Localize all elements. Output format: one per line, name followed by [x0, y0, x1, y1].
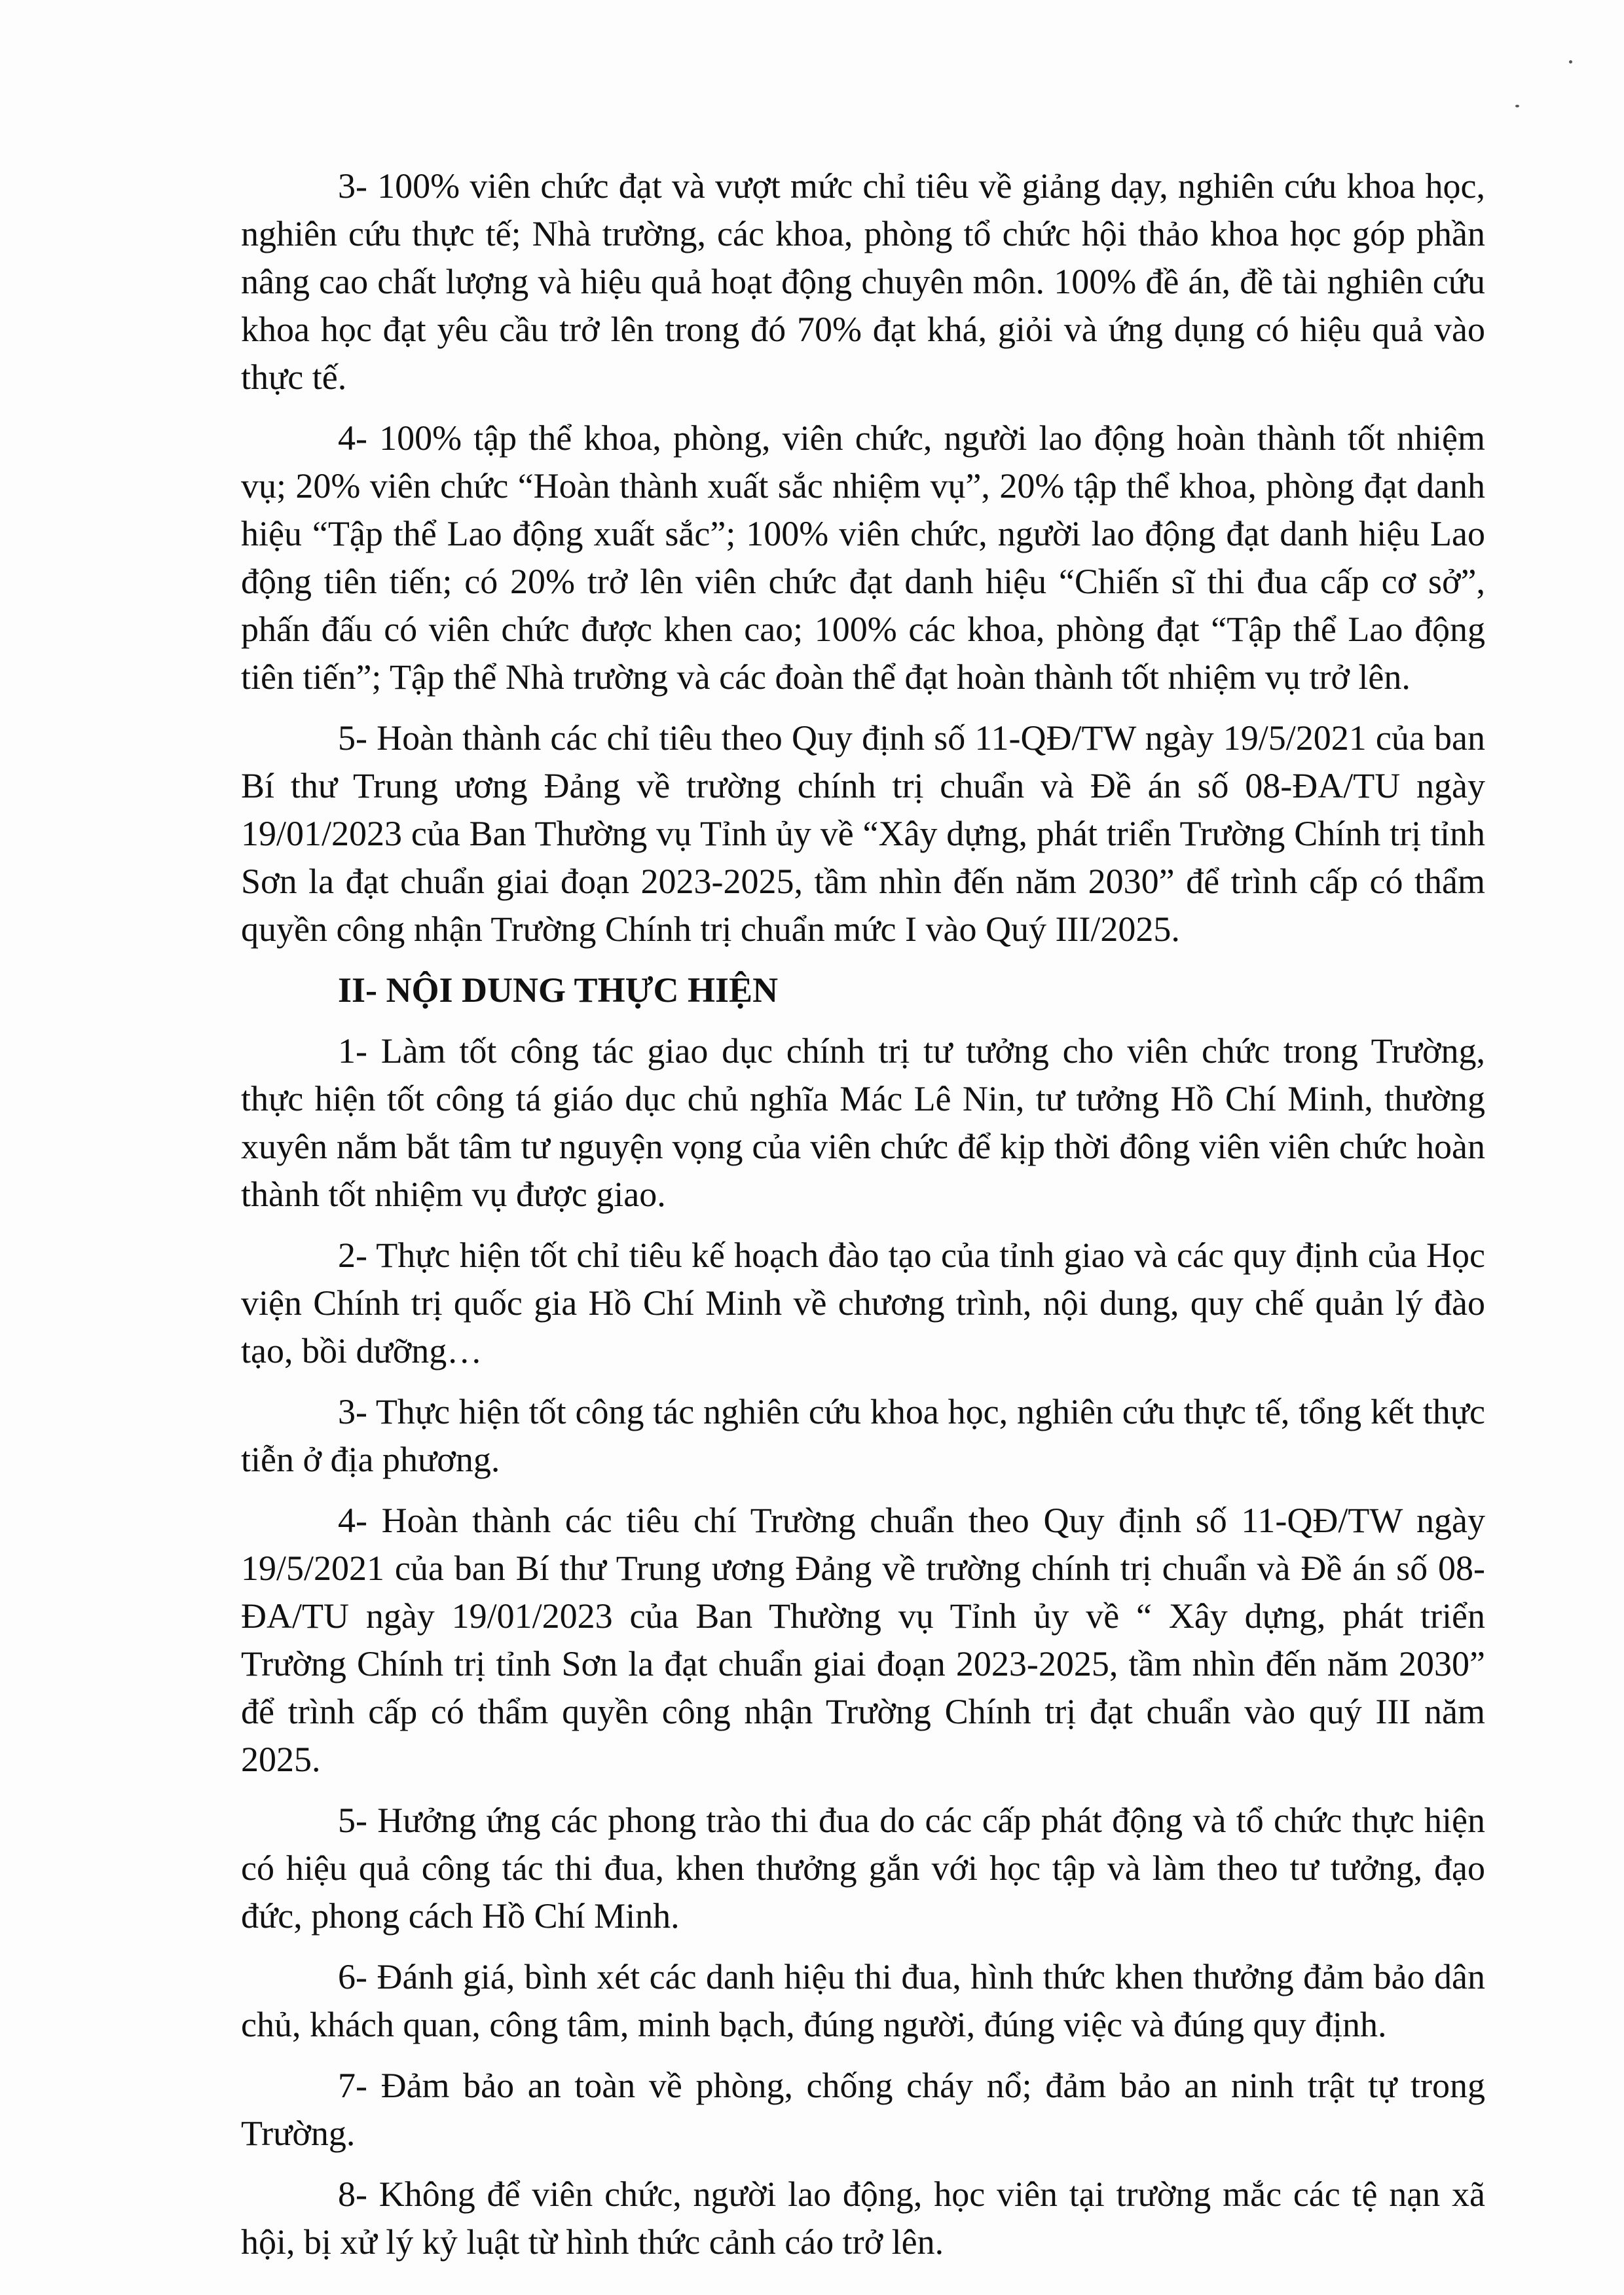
target-paragraph: 3- 100% viên chức đạt và vượt mức chỉ tiêu về giảng dạy, nghiên cứu khoa học, nghiên cứu thực tế; Nhà trường, các khoa, phòng tổ chức hội thảo khoa học góp phần nâng cao chất lượng và hiệu quả hoạt động chuyên môn. 100% đề án, đề tài nghiên cứu khoa học đạt yêu cầu trở lên trong đó 70% đạt khá, giỏi và ứng dụng có hiệu quả vào thực tế.: [241, 166, 1485, 397]
scan-speck: [1569, 60, 1572, 64]
content-paragraph: 4- Hoàn thành các tiêu chí Trường chuẩn theo Quy định số 11-QĐ/TW ngày 19/5/2021 của ban Bí thư Trung ương Đảng về trường chính trị chuẩn và Đề án số 08-ĐA/TU ngày 19/01/2023 của Ban Thường vụ Tỉnh ủy về “ Xây dựng, phát triển Trường Chính trị tỉnh Sơn la đạt chuẩn giai đoạn 2023-2025, tầm nhìn đến năm 2030” để trình cấp có thẩm quyền công nhận Trường Chính trị đạt chuẩn vào quý III năm 2025.: [241, 1501, 1485, 1779]
section-heading: II- NỘI DUNG THỰC HIỆN: [338, 970, 779, 1010]
content-paragraph: 6- Đánh giá, bình xét các danh hiệu thi đua, hình thức khen thưởng đảm bảo dân chủ, khách quan, công tâm, minh bạch, đúng người, đúng việc và đúng quy định.: [241, 1957, 1485, 2044]
target-paragraph: 5- Hoàn thành các chỉ tiêu theo Quy định số 11-QĐ/TW ngày 19/5/2021 của ban Bí thư Trung ương Đảng về trường chính trị chuẩn và Đề án số 08-ĐA/TU ngày 19/01/2023 của Ban Thường vụ Tỉnh ủy về “Xây dựng, phát triển Trường Chính trị tỉnh Sơn la đạt chuẩn giai đoạn 2023-2025, tầm nhìn đến năm 2030” để trình cấp có thẩm quyền công nhận Trường Chính trị chuẩn mức I vào Quý III/2025.: [241, 718, 1485, 949]
scan-speck: [1515, 105, 1519, 107]
document-body: [241, 162, 1485, 2279]
content-paragraph: 7- Đảm bảo an toàn về phòng, chống cháy nổ; đảm bảo an ninh trật tự trong Trường.: [241, 2066, 1485, 2153]
content-paragraph: 1- Làm tốt công tác giao dục chính trị tư tưởng cho viên chức trong Trường, thực hiện tốt công tá giáo dục chủ nghĩa Mác Lê Nin, tư tưởng Hồ Chí Minh, thường xuyên nắm bắt tâm tư nguyện vọng của viên chức để kịp thời đông viên viên chức hoàn thành tốt nhiệm vụ được giao.: [241, 1031, 1485, 1214]
content-paragraph: 2- Thực hiện tốt chỉ tiêu kế hoạch đào tạo của tỉnh giao và các quy định của Học viện Chính trị quốc gia Hồ Chí Minh về chương trình, nội dung, quy chế quản lý đào tạo, bồi dưỡng…: [241, 1236, 1485, 1370]
content-paragraph: 8- Không để viên chức, người lao động, học viên tại trường mắc các tệ nạn xã hội, bị xử lý kỷ luật từ hình thức cảnh cáo trở lên.: [241, 2175, 1485, 2262]
target-paragraph: 4- 100% tập thể khoa, phòng, viên chức, người lao động hoàn thành tốt nhiệm vụ; 20% viên chức “Hoàn thành xuất sắc nhiệm vụ”, 20% tập thể khoa, phòng đạt danh hiệu “Tập thể Lao động xuất sắc”; 100% viên chức, người lao động đạt danh hiệu Lao động tiên tiến; có 20% trở lên viên chức đạt danh hiệu “Chiến sĩ thi đua cấp cơ sở”, phấn đấu có viên chức được khen cao; 100% các khoa, phòng đạt “Tập thể Lao động tiên tiến”; Tập thể Nhà trường và các đoàn thể đạt hoàn thành tốt nhiệm vụ trở lên.: [241, 418, 1485, 697]
content-paragraph: 3- Thực hiện tốt công tác nghiên cứu khoa học, nghiên cứu thực tế, tổng kết thực tiễn ở địa phương.: [241, 1392, 1485, 1479]
content-paragraph: 5- Hưởng ứng các phong trào thi đua do các cấp phát động và tổ chức thực hiện có hiệu quả công tác thi đua, khen thưởng gắn với học tập và làm theo tư tưởng, đạo đức, phong cách Hồ Chí Minh.: [241, 1801, 1485, 1936]
